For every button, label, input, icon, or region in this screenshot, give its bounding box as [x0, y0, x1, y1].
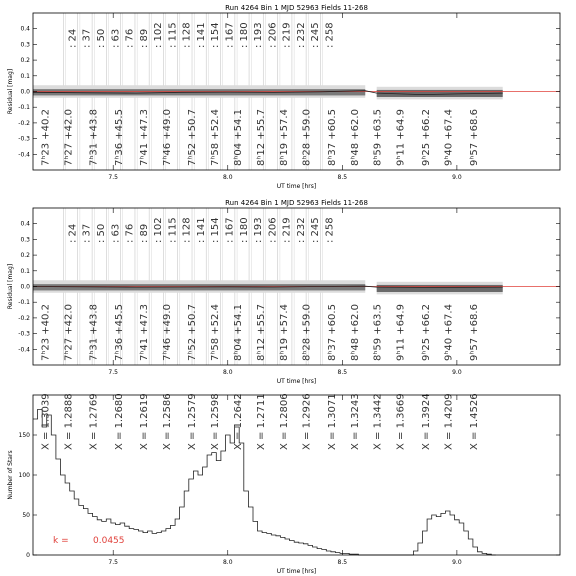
- airmass-label: X = 1.2769: [88, 393, 100, 450]
- field-number-label: : 141: [196, 217, 208, 243]
- field-number-label: : 193: [253, 22, 265, 48]
- y-tick-label: 0.2: [20, 57, 30, 65]
- y-tick-label: 0.3: [20, 236, 30, 244]
- field-number-label: : 115: [167, 22, 179, 48]
- plot-frame: [33, 395, 560, 555]
- x-tick-label: 8.0: [222, 174, 233, 181]
- ra-dec-label: 7ʰ46 +49.0: [161, 109, 173, 166]
- ra-dec-label: 7ʰ23 +40.2: [40, 304, 52, 361]
- airmass-label: X = 1.2926: [301, 393, 313, 450]
- field-number-label: : 193: [253, 217, 265, 243]
- ra-dec-label: 7ʰ52 +50.7: [187, 304, 199, 361]
- y-tick-label: -0.2: [18, 314, 30, 322]
- airmass-label: X = 1.2619: [138, 393, 150, 450]
- y-tick-label: 100: [18, 472, 30, 479]
- x-tick-label: 8.0: [222, 559, 233, 566]
- field-number-label: : 154: [210, 217, 222, 243]
- field-number-label: : 258: [324, 217, 336, 243]
- ra-dec-label: 8ʰ28 +59.0: [301, 304, 313, 361]
- x-tick-label: 9.0: [452, 559, 462, 566]
- ra-dec-label: 8ʰ28 +59.0: [301, 109, 313, 166]
- ra-dec-label: 9ʰ57 +68.6: [468, 109, 480, 166]
- field-number-label: : 219: [281, 22, 293, 48]
- field-number-label: : 102: [153, 22, 165, 48]
- ra-dec-label: 7ʰ41 +47.3: [138, 109, 150, 166]
- y-tick-label: 0.0: [20, 88, 30, 96]
- x-axis-label: UT time [hrs]: [276, 378, 317, 385]
- residual-core-band: [377, 285, 503, 292]
- field-number-label: : 37: [81, 28, 93, 48]
- y-axis-label: Residual [mag]: [7, 68, 14, 115]
- y-tick-label: 0.3: [20, 41, 30, 49]
- airmass-label: X = 1.3442: [372, 393, 384, 450]
- x-tick-label: 8.5: [337, 369, 348, 376]
- ra-dec-label: 7ʰ27 +42.0: [63, 109, 75, 166]
- field-number-label: : 206: [267, 22, 279, 48]
- airmass-label: X = 1.3071: [326, 393, 338, 450]
- ra-dec-label: 8ʰ19 +57.4: [278, 109, 290, 166]
- x-tick-label: 8.5: [337, 174, 348, 181]
- ra-dec-label: 8ʰ59 +63.5: [372, 109, 384, 166]
- airmass-label: X = 1.2579: [187, 393, 199, 450]
- ra-dec-label: 7ʰ41 +47.3: [138, 304, 150, 361]
- airmass-label: X = 1.2680: [113, 393, 125, 450]
- chart-title: Run 4264 Bin 1 MJD 52963 Fields 11-268: [225, 199, 368, 207]
- ra-dec-label: 7ʰ58 +52.4: [210, 109, 222, 166]
- ra-dec-label: 7ʰ27 +42.0: [63, 304, 75, 361]
- ra-dec-label: 7ʰ31 +43.8: [88, 304, 100, 361]
- x-tick-label: 9.0: [452, 369, 462, 376]
- field-number-label: : 180: [238, 22, 250, 48]
- airmass-label: X = 1.2711: [255, 393, 267, 450]
- field-number-label: : 232: [295, 22, 307, 48]
- ra-dec-label: 7ʰ46 +49.0: [161, 304, 173, 361]
- ra-dec-label: 9ʰ25 +66.2: [420, 304, 432, 361]
- airmass-label: X = 1.2888: [63, 393, 75, 450]
- airmass-label: X = 1.4526: [468, 393, 480, 450]
- x-axis-label: UT time [hrs]: [276, 183, 317, 190]
- field-number-label: : 141: [196, 22, 208, 48]
- field-number-label: : 128: [181, 217, 193, 243]
- y-tick-label: 0: [26, 552, 30, 559]
- ra-dec-label: 9ʰ11 +64.9: [395, 109, 407, 166]
- field-number-label: : 245: [310, 217, 322, 243]
- y-axis-label: Residual [mag]: [7, 263, 14, 310]
- ra-dec-label: 7ʰ31 +43.8: [88, 109, 100, 166]
- field-number-label: : 167: [224, 22, 236, 48]
- ra-dec-label: 8ʰ37 +60.5: [326, 304, 338, 361]
- field-number-label: : 76: [124, 223, 136, 243]
- ra-dec-label: 8ʰ37 +60.5: [326, 109, 338, 166]
- airmass-label: X = 1.3039: [40, 393, 52, 450]
- x-tick-label: 7.5: [108, 559, 118, 566]
- field-number-label: : 76: [124, 28, 136, 48]
- x-axis-label: UT time [hrs]: [276, 568, 317, 575]
- ra-dec-label: 8ʰ19 +57.4: [278, 304, 290, 361]
- y-tick-label: -0.4: [18, 151, 30, 159]
- field-number-label: : 37: [81, 223, 93, 243]
- airmass-label: X = 1.4209: [443, 393, 455, 450]
- ra-dec-label: 7ʰ58 +52.4: [210, 304, 222, 361]
- ra-dec-label: 8ʰ12 +55.7: [255, 109, 267, 166]
- field-number-label: : 128: [181, 22, 193, 48]
- chart-title: Run 4264 Bin 1 MJD 52963 Fields 11-268: [225, 4, 368, 12]
- y-tick-label: 0.2: [20, 252, 30, 260]
- y-tick-label: 0.1: [20, 267, 30, 275]
- field-number-label: : 232: [295, 217, 307, 243]
- ra-dec-label: 8ʰ04 +54.1: [232, 109, 244, 166]
- y-tick-label: -0.3: [18, 135, 30, 143]
- ra-dec-label: 7ʰ52 +50.7: [187, 109, 199, 166]
- field-number-label: : 24: [67, 28, 79, 48]
- y-axis-label: Number of Stars: [7, 450, 14, 500]
- field-number-label: : 89: [138, 223, 150, 243]
- airmass-label: X = 1.3243: [349, 393, 361, 450]
- ra-dec-label: 9ʰ40 +67.4: [443, 109, 455, 166]
- ra-dec-label: 7ʰ36 +45.5: [113, 109, 125, 166]
- airmass-label: X = 1.3924: [420, 393, 432, 450]
- chart-panel-2: [7, 199, 560, 385]
- x-tick-label: 8.0: [222, 369, 233, 376]
- field-number-label: : 245: [310, 22, 322, 48]
- y-tick-label: 0.1: [20, 72, 30, 80]
- field-number-label: : 24: [67, 223, 79, 243]
- field-number-label: : 258: [324, 22, 336, 48]
- ra-dec-label: 8ʰ04 +54.1: [232, 304, 244, 361]
- y-tick-label: 150: [18, 432, 30, 439]
- ra-dec-label: 9ʰ40 +67.4: [443, 304, 455, 361]
- extinction-k-label: k =: [53, 536, 69, 546]
- ra-dec-label: 9ʰ57 +68.6: [468, 304, 480, 361]
- chart-panel-1: [7, 4, 560, 190]
- field-number-label: : 206: [267, 217, 279, 243]
- y-tick-label: -0.2: [18, 119, 30, 127]
- y-tick-label: -0.1: [18, 104, 30, 112]
- airmass-label: X = 1.2642: [232, 393, 244, 450]
- ra-dec-label: 9ʰ11 +64.9: [395, 304, 407, 361]
- ra-dec-label: 8ʰ59 +63.5: [372, 304, 384, 361]
- airmass-label: X = 1.2598: [210, 393, 222, 450]
- y-tick-label: -0.4: [18, 346, 30, 354]
- field-number-label: : 102: [153, 217, 165, 243]
- y-tick-label: 0.4: [20, 220, 30, 228]
- ra-dec-label: 9ʰ25 +66.2: [420, 109, 432, 166]
- ra-dec-label: 8ʰ12 +55.7: [255, 304, 267, 361]
- chart-panel-3: [7, 393, 560, 575]
- ra-dec-label: 8ʰ48 +62.0: [349, 304, 361, 361]
- field-number-label: : 115: [167, 217, 179, 243]
- field-number-label: : 219: [281, 217, 293, 243]
- y-tick-label: -0.1: [18, 299, 30, 307]
- field-number-label: : 167: [224, 217, 236, 243]
- field-number-label: : 63: [110, 28, 122, 48]
- y-tick-label: 0.0: [20, 283, 30, 291]
- airmass-label: X = 1.3669: [395, 393, 407, 450]
- field-number-label: : 180: [238, 217, 250, 243]
- field-number-label: : 50: [96, 28, 108, 48]
- extinction-k-value: 0.0455: [93, 536, 125, 546]
- field-number-label: : 89: [138, 28, 150, 48]
- x-tick-label: 7.5: [108, 174, 118, 181]
- y-tick-label: 0.4: [20, 25, 30, 33]
- airmass-label: X = 1.2586: [161, 393, 173, 450]
- x-tick-label: 9.0: [452, 174, 462, 181]
- y-tick-label: -0.3: [18, 330, 30, 338]
- field-number-label: : 154: [210, 22, 222, 48]
- ra-dec-label: 7ʰ23 +40.2: [40, 109, 52, 166]
- ra-dec-label: 7ʰ36 +45.5: [113, 304, 125, 361]
- airmass-label: X = 1.2806: [278, 393, 290, 450]
- ra-dec-label: 8ʰ48 +62.0: [349, 109, 361, 166]
- field-number-label: : 63: [110, 223, 122, 243]
- field-number-label: : 50: [96, 223, 108, 243]
- x-tick-label: 8.5: [337, 559, 348, 566]
- x-tick-label: 7.5: [108, 369, 118, 376]
- y-tick-label: 50: [22, 512, 30, 519]
